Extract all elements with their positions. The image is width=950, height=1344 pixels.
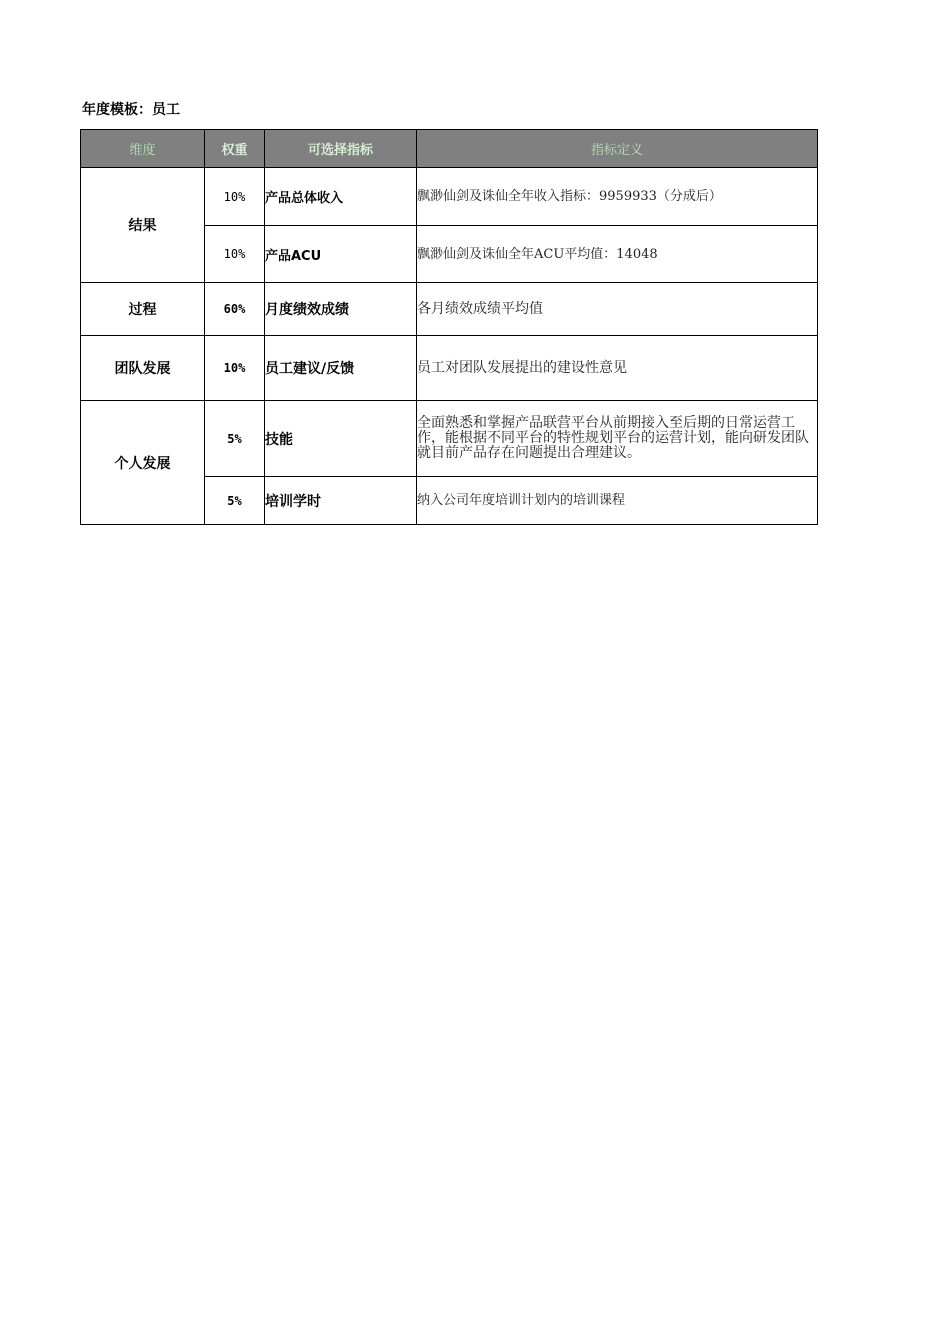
table-row	[81, 283, 818, 336]
indicator-cell: 员工建议/反馈	[265, 336, 417, 401]
table-row	[81, 168, 818, 226]
weight-cell: 10%	[205, 226, 265, 283]
weight-cell: 60%	[205, 283, 265, 336]
header-definition: 指标定义	[417, 130, 818, 168]
definition-cell: 飘渺仙剑及诛仙全年ACU平均值：14048	[417, 226, 818, 283]
header-dimension: 维度	[81, 130, 205, 168]
definition-cell: 各月绩效成绩平均值	[417, 283, 818, 336]
dimension-cell: 结果	[81, 168, 205, 283]
definition-cell: 全面熟悉和掌握产品联营平台从前期接入至后期的日常运营工作，能根据不同平台的特性规划平台的运营计划，能向研发团队就目前产品存在问题提出合理建议。	[417, 401, 818, 477]
definition-cell: 员工对团队发展提出的建设性意见	[417, 336, 818, 401]
indicator-cell: 产品总体收入	[265, 168, 417, 226]
page-title: 年度模板：员工	[82, 102, 180, 118]
definition-cell: 飘渺仙剑及诛仙全年收入指标：9959933（分成后）	[417, 168, 818, 226]
table-header-row	[81, 130, 818, 168]
header-weight: 权重	[205, 130, 265, 168]
weight-cell: 10%	[205, 336, 265, 401]
indicator-cell: 技能	[265, 401, 417, 477]
indicator-cell: 培训学时	[265, 477, 417, 525]
indicator-cell: 产品ACU	[265, 226, 417, 283]
dimension-cell: 个人发展	[81, 401, 205, 525]
table-row	[81, 336, 818, 401]
weight-cell: 10%	[205, 168, 265, 226]
weight-cell: 5%	[205, 477, 265, 525]
definition-cell: 纳入公司年度培训计划内的培训课程	[417, 477, 818, 525]
table-row	[81, 401, 818, 477]
kpi-table	[80, 129, 818, 525]
dimension-cell: 团队发展	[81, 336, 205, 401]
weight-cell: 5%	[205, 401, 265, 477]
dimension-cell: 过程	[81, 283, 205, 336]
indicator-cell: 月度绩效成绩	[265, 283, 417, 336]
header-indicator: 可选择指标	[265, 130, 417, 168]
